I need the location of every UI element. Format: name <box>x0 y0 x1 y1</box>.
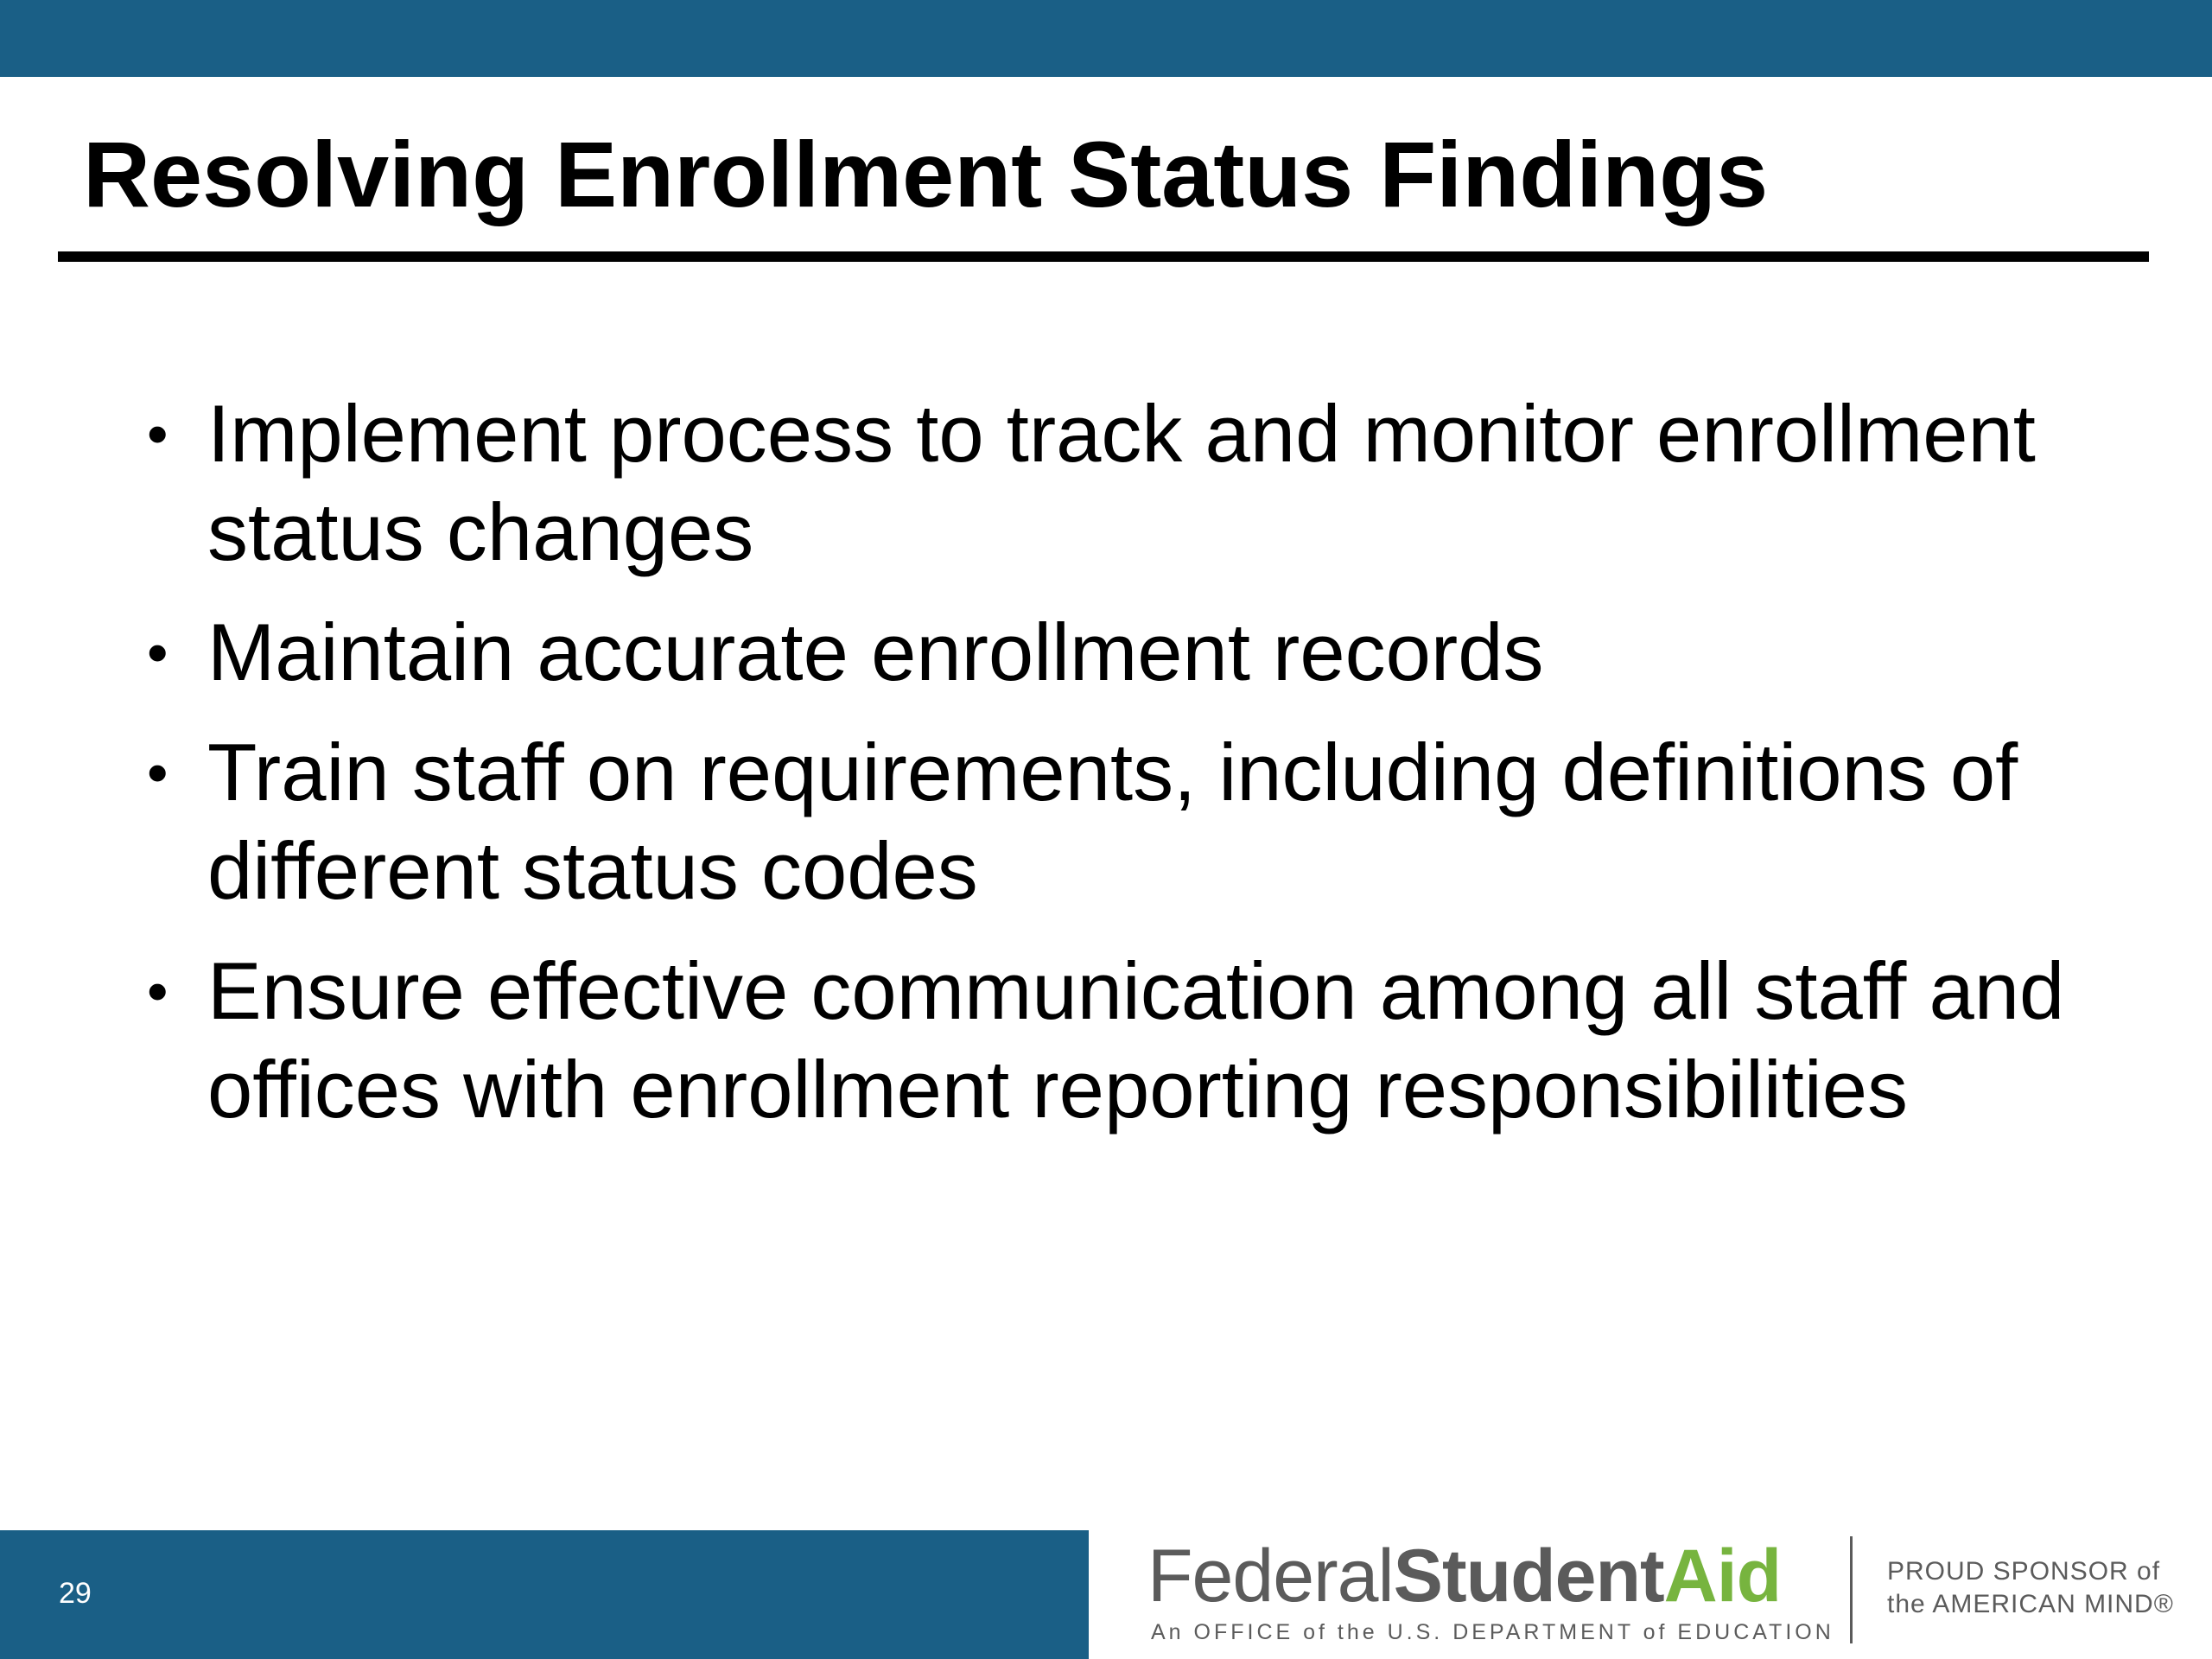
bullet-text: Implement process to track and monitor enrollment status changes <box>207 388 2036 577</box>
bullet-text: Maintain accurate enrollment records <box>207 607 1544 697</box>
logo-wordmark <box>1147 1533 1781 1619</box>
bullet-list <box>147 385 2134 1160</box>
bullet-text: Train staff on requirements, including definitions of different status codes <box>207 727 2018 916</box>
bullet-marker: • <box>147 739 168 806</box>
sponsor-text <box>1887 1555 2174 1621</box>
logo-divider <box>1850 1536 1853 1643</box>
bullet-item <box>147 942 2134 1139</box>
page-number: 29 <box>59 1577 92 1610</box>
logo-aid-text: Aid <box>1663 1535 1782 1618</box>
sponsor-line-1: PROUD SPONSOR of <box>1887 1557 2161 1586</box>
bullet-marker: • <box>147 957 168 1025</box>
bullet-item <box>147 723 2134 920</box>
logo-student-text: Student <box>1393 1535 1664 1618</box>
title-underline <box>58 251 2149 262</box>
footer-bar <box>0 1530 1089 1659</box>
logo-tagline: An OFFICE of the U.S. DEPARTMENT of EDUCATION <box>1151 1620 1834 1644</box>
slide-title: Resolving Enrollment Status Findings <box>83 122 1769 226</box>
logo-federal-text: Federal <box>1147 1535 1394 1618</box>
bullet-marker: • <box>147 619 168 686</box>
bullet-item <box>147 603 2134 702</box>
bullet-item <box>147 385 2134 582</box>
bullet-text: Ensure effective communication among all staff and offices with enrollment reporting responsibilities <box>207 945 2065 1135</box>
bullet-marker: • <box>147 400 168 467</box>
federal-student-aid-logo <box>1147 1529 2184 1659</box>
sponsor-line-2: the AMERICAN MIND® <box>1887 1590 2174 1618</box>
top-banner <box>0 0 2212 77</box>
